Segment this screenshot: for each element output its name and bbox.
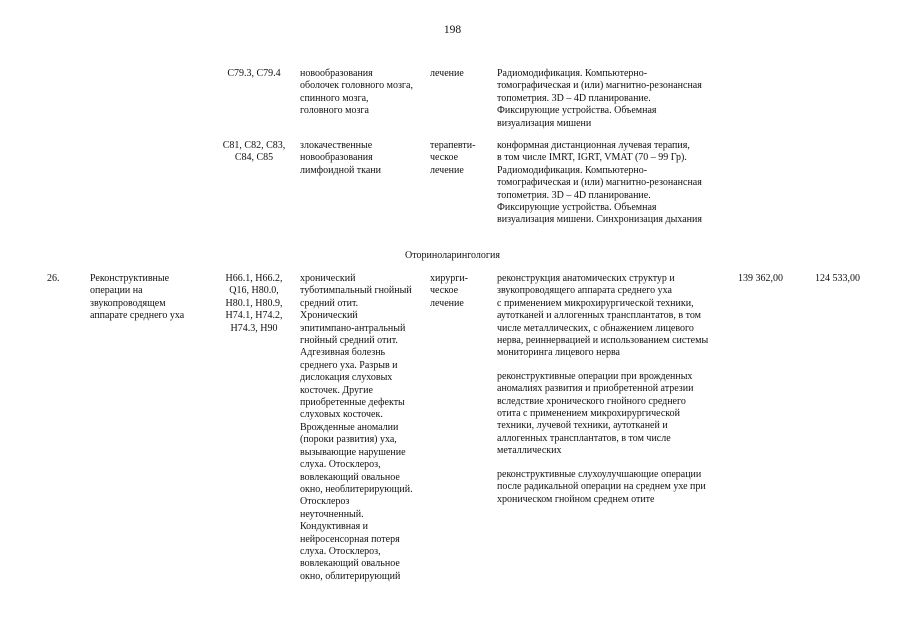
disease-line: приобретенные дефекты — [300, 397, 405, 409]
row-26-norm-2: 124 533,00 — [815, 273, 860, 284]
disease-line: Отосклероз — [300, 496, 350, 508]
method-line: Радиомодификация. Компьютерно- — [497, 164, 648, 176]
disease-line: слуха. Отосклероз, — [300, 459, 381, 471]
code-line: H66.1, H66.2, — [225, 273, 283, 284]
treatment-line: лечение — [430, 297, 464, 309]
disease-line: вовлекающий овальное — [300, 558, 400, 570]
code-line: C81, C82, C83, — [222, 140, 286, 151]
disease-line: гнойный средний отит. — [300, 335, 398, 347]
row-2-disease — [300, 140, 426, 177]
method-line: визуализация мишени. Синхронизация дыхания — [497, 214, 702, 226]
method-line: реконструкция анатомических структур и — [497, 273, 675, 284]
method-line: нерва, реиннервацией и использованием системы — [497, 335, 709, 347]
row-1-disease — [300, 68, 426, 118]
disease-line: новообразования — [300, 68, 373, 79]
row-26-name — [90, 273, 208, 323]
name-line: Реконструктивные — [90, 273, 170, 284]
code-line: H74.3, H90 — [230, 322, 278, 334]
row-26-norm-1: 139 362,00 — [738, 273, 783, 284]
disease-line: эпитимпано-антральный — [300, 322, 406, 334]
disease-line: лимфоидной ткани — [300, 164, 382, 176]
disease-line: злокачественные — [300, 140, 373, 151]
method-line: аномалиях развития и приобретенной атрезии — [497, 383, 694, 395]
treatment-line: лечение — [430, 164, 464, 176]
row-26-treatment-type — [430, 273, 490, 310]
row-1-treatment-type — [430, 68, 490, 80]
page-number: 198 — [443, 24, 462, 36]
disease-line: окно, облитерирующий — [300, 570, 401, 582]
method-line: числе металлических, с обнажением лицевого — [497, 322, 694, 334]
disease-line: хронический — [300, 273, 356, 284]
method-line: визуализация мишени — [497, 117, 592, 129]
disease-line: спинного мозга, — [300, 92, 369, 104]
disease-line: головного мозга — [300, 105, 369, 117]
method-line: топометрия. 3D – 4D планирование. — [497, 189, 651, 201]
method-line: отита с применением микрохирургической — [497, 408, 681, 420]
method-line: хроническом гнойном среднем отите — [497, 493, 655, 505]
section-title: Оториноларингология — [405, 250, 500, 261]
disease-line: слуха. Отосклероз, — [300, 545, 381, 557]
method-line: томографическая и (или) магнитно-резонансная — [497, 80, 702, 92]
method-line: Фиксирующие устройства. Объемная — [497, 202, 657, 214]
method-line: техники, лучевой техники, аутотканей и — [497, 420, 668, 432]
code-line: H80.1, H80.9, — [225, 297, 283, 309]
method-line: топометрия. 3D – 4D планирование. — [497, 92, 651, 104]
name-line: аппарате среднего уха — [90, 310, 185, 322]
row-1-method — [497, 68, 729, 130]
method-line: звукопроводящего аппарата среднего уха — [497, 285, 672, 297]
code-line: C84, C85 — [234, 152, 274, 164]
disease-line: Кондуктивная и — [300, 521, 369, 533]
disease-line: неуточненный. — [300, 508, 364, 520]
disease-line: вызывающие нарушение — [300, 446, 406, 458]
method-line: после радикальной операции на среднем ухе при — [497, 481, 706, 493]
disease-line: дислокация слуховых — [300, 372, 393, 384]
disease-line: Адгезивная болезнь — [300, 347, 386, 359]
row-26-number: 26. — [47, 273, 60, 284]
method-line: аллогенных трансплантатов, в том числе — [497, 432, 671, 444]
code-line: C79.3, C79.4 — [227, 68, 281, 79]
method-line: реконструктивные слухоулучшающие операции — [497, 468, 702, 480]
disease-line: Хронический — [300, 310, 358, 322]
method-line: мониторинга лицевого нерва — [497, 347, 620, 359]
disease-line: среднего уха. Разрыв и — [300, 359, 398, 371]
method-line: Радиомодификация. Компьютерно- — [497, 68, 648, 79]
treatment-line: ческое — [430, 152, 459, 164]
disease-line: окно, необлитерирующий. — [300, 483, 413, 495]
disease-line: косточек. Другие — [300, 384, 373, 396]
row-26-disease — [300, 273, 426, 583]
code-line: H74.1, H74.2, — [225, 310, 283, 322]
code-line: Q16, H80.0, — [229, 285, 279, 297]
method-line: томографическая и (или) магнитно-резонансная — [497, 177, 702, 189]
method-line: металлических — [497, 445, 562, 457]
disease-line: вовлекающий овальное — [300, 471, 400, 483]
method-paragraph — [497, 273, 729, 360]
disease-line: оболочек головного мозга, — [300, 80, 413, 92]
disease-line: средний отит. — [300, 297, 359, 309]
disease-line: Врожденные аномалии — [300, 421, 399, 433]
row-26-methods — [497, 273, 729, 506]
name-line: операции на — [90, 285, 143, 297]
treatment-line: терапевти- — [430, 140, 476, 151]
name-line: звукопроводящем — [90, 297, 166, 309]
method-line: конформная дистанционная лучевая терапия, — [497, 140, 690, 151]
row-1-codes — [214, 68, 294, 80]
treatment-line: хирурги- — [430, 273, 469, 284]
method-line: с применением микрохирургической техники, — [497, 297, 694, 309]
disease-line: туботимпальный гнойный — [300, 285, 412, 297]
method-line: Фиксирующие устройства. Объемная — [497, 105, 657, 117]
method-line: в том числе IMRT, IGRT, VMAT (70 – 99 Гр). — [497, 152, 687, 164]
row-26-codes — [214, 273, 294, 335]
method-line: реконструктивные операции при врожденных — [497, 370, 693, 382]
method-line: аутотканей и аллогенных трансплантатов, в том — [497, 310, 701, 322]
row-2-codes — [214, 140, 294, 165]
disease-line: (пороки развития) уха, — [300, 434, 397, 446]
disease-line: новообразования — [300, 152, 373, 164]
row-2-treatment-type — [430, 140, 490, 177]
method-paragraph — [497, 371, 729, 458]
disease-line: слуховых косточек. — [300, 409, 383, 421]
row-2-method — [497, 140, 729, 227]
method-line: вследствие хронического гнойного среднего — [497, 395, 686, 407]
treatment-line: лечение — [430, 68, 464, 79]
treatment-line: ческое — [430, 285, 459, 297]
disease-line: нейросенсорная потеря — [300, 533, 400, 545]
method-paragraph — [497, 469, 729, 506]
